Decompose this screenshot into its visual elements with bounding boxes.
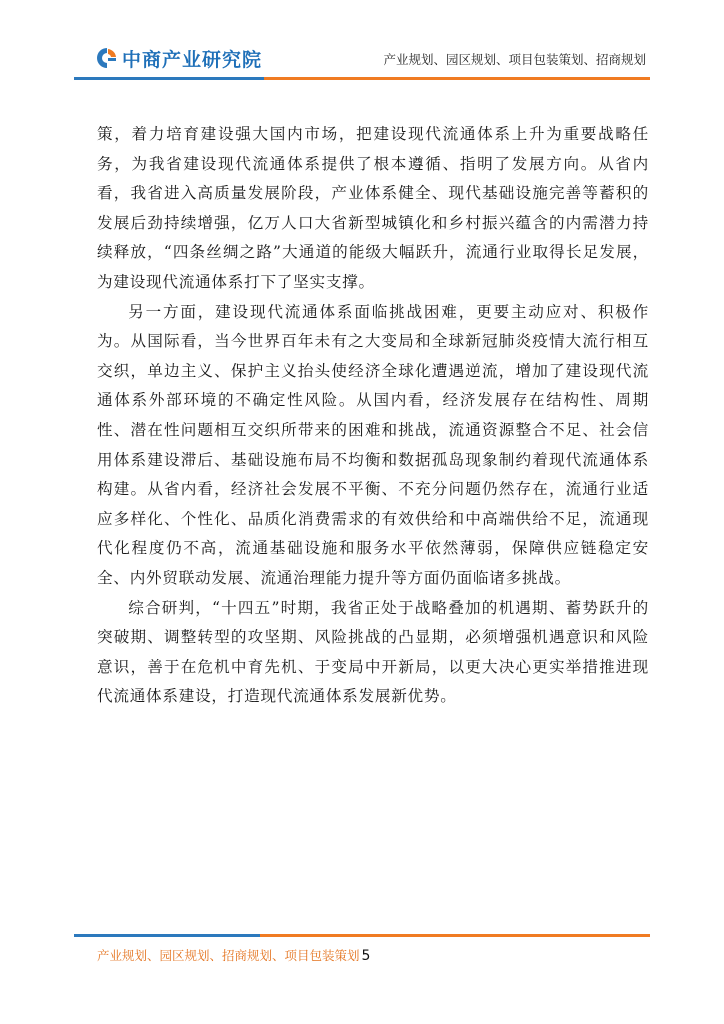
- footer-text: 产业规划、园区规划、招商规划、项目包装策划: [97, 948, 360, 963]
- header-slogan: 产业规划、园区规划、项目包装策划、招商规划: [383, 52, 646, 67]
- logo-text: 中商产业研究院: [122, 48, 263, 71]
- page-header: [0, 0, 724, 82]
- paragraph-continuation: 策，着力培育建设强大国内市场，把建设现代流通体系上升为重要战略任务，为我省建设现代流通体系提供了根本遵循、指明了发展方向。从省内看，我省进入高质量发展阶段，产业体系健全、现代基础设施完善等蓄积的发展后劲持续增强，亿万人口大省新型城镇化和乡村振兴蕴含的内需潜力持续释放，“四条丝绸之路”大通道的能级大幅跃升，流通行业取得长足发展，为建设现代流通体系打下了坚实支撑。: [97, 125, 649, 291]
- page-number: 5: [361, 948, 371, 964]
- page-footer: [97, 946, 370, 964]
- footer-rule-orange: [260, 934, 650, 937]
- company-logo: [95, 44, 262, 72]
- header-rule-orange: [264, 77, 650, 80]
- paragraph-challenges: 另一方面，建设现代流通体系面临挑战困难，更要主动应对、积极作为。从国际看，当今世界百年未有之大变局和全球新冠肺炎疫情大流行相互交织，单边主义、保护主义抬头使经济全球化遭遇逆流，增加了建设现代流通体系外部环境的不确定性风险。从国内看，经济发展存在结构性、周期性、潜在性问题相互交织所带来的困难和挑战，流通资源整合不足、社会信用体系建设滞后、基础设施布局不均衡和数据孤岛现象制约着现代流通体系构建。从省内看，经济社会发展不平衡、不充分问题仍然存在，流通行业适应多样化、个性化、品质化消费需求的有效供给和中高端供给不足，流通现代化程度仍不高，流通基础设施和服务水平依然薄弱，保障供应链稳定安全、内外贸联动发展、流通治理能力提升等方面仍面临诸多挑战。: [97, 302, 649, 587]
- logo-mark-icon: [95, 46, 119, 70]
- paragraph-assessment: 综合研判，“十四五”时期，我省正处于战略叠加的机遇期、蓄势跃升的突破期、调整转型的攻坚期、风险挑战的凸显期，必须增强机遇意识和风险意识，善于在危机中育先机、于变局中开新局，以更大决心更实举措推进现代流通体系建设，打造现代流通体系发展新优势。: [97, 598, 649, 706]
- document-body: [97, 120, 649, 712]
- footer-rule-blue: [74, 934, 260, 937]
- header-rule-blue: [74, 77, 264, 80]
